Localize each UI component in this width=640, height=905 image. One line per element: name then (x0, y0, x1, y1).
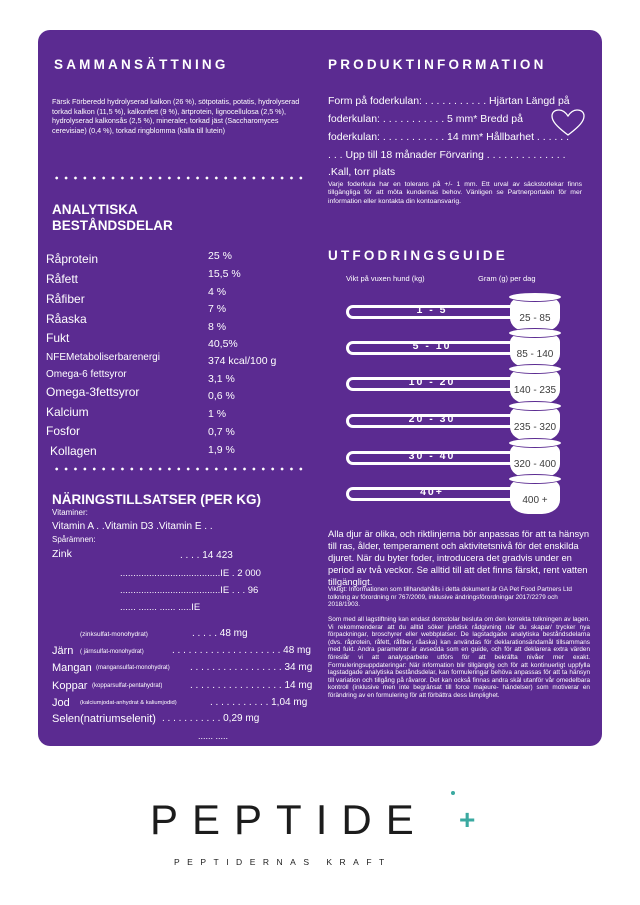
analytical-value: 7 % (208, 303, 227, 315)
bowl-icon: 140 - 235 (510, 370, 560, 404)
bowl-icon: 235 - 320 (510, 407, 560, 441)
logo-accent-dot (451, 791, 455, 795)
logo-plus-icon: + (459, 804, 476, 835)
bowl-icon: 25 - 85 (510, 298, 560, 332)
product-info-line: foderkulan: . . . . . . . . . . . 14 mm* Hållbarhet . . . . . . (328, 131, 570, 143)
zink-dots: . . . . 14 423 (180, 550, 233, 561)
feeding-weight-pill: 10 - 20 (346, 377, 518, 391)
analytical-label: Fosfor (46, 424, 81, 438)
bowl-icon: 320 - 400 (510, 444, 560, 478)
manganese-amount: . . . . . . . . . . . . . . . . . 34 mg (190, 662, 313, 673)
heart-icon (550, 108, 586, 143)
vitamin-d3-value: ......................................IE . . . 96 (120, 585, 259, 596)
trailing-dots: ...... ..... (198, 731, 229, 741)
analytical-value: 40,5% (208, 338, 238, 350)
analytical-value: 1,9 % (208, 444, 235, 456)
bowl-icon: 85 - 140 (510, 334, 560, 368)
dotted-divider (52, 467, 307, 471)
analytical-value: 3,1 % (208, 373, 235, 385)
selenium-label: Selen(natriumselenit) (52, 713, 156, 725)
product-tolerance-note: Varje foderkula har en tolerans på +/- 1 mm. Ett urval av säckstorlekar finns tillgängliga för att möta kundernas behov. Vänligen se Partnerportalen för mer information eller kontakta din kontoansvarig. (328, 181, 582, 205)
zink-label: Zink (52, 548, 72, 560)
feeding-grams-column: Gram (g) per dag (478, 274, 536, 283)
feeding-weight-pill: 40+ (346, 487, 518, 501)
legal-note-2: Som med all lagstiftning kan endast domstolar besluta om den korrekta tolkningen av lagen. Vi rekommenderar att du alltid söker juridisk rådgivning när du skapar/ trycker nya förpackningar, broschyrer eller webbplatser. De lagstadgade analytiska beståndsdelarna (dvs. råprotein, råfett, råfiber, råaska) kan användas för deklarationsändamål tillsammans med fukt. Andra parametrar är avsedda som en guide, och för att deklarera extra värden föreslår vi att analysparbete utförs för att bekräfta nivåer mer exakt. Formuleringsuppdateringar: När information blir tillgänglig och för att kontinuerligt uppfylla lagstadgade analytiska beståndsdelar, kan formuleringar behöva anpassas för att ta hänsyn till variation och tillgång på råvaror. Det kan också finnas andra skäl utanför vår omedelbara kontroll (inklusive men inte begränsat till force majeure- händelser) som motiverar en förändring av en formulering för att förbättra dess lämplighet. (328, 616, 590, 699)
analytical-label: Råfiber (46, 292, 85, 306)
analytical-label: Råprotein (46, 252, 99, 266)
dotted-divider (52, 176, 307, 180)
product-info-line: . . . Upp till 18 månader Förvaring . . . . . . . . . . . . . . (328, 149, 566, 161)
composition-text: Färsk Förberedd hydrolyserad kalkon (26 %), sötpotatis, potatis, hydrolyserad torkad kalkon (11,5 %), kalkonfett (9 %), ärtprotein, lignocellulosa (2,5 %), hydrolyserad kalkonsås (2,5 %), mineraler, torkad jäst (Saccharomyces cerevisiae) (0,4 %), torkad ringblomma (källa till lutein) (52, 97, 300, 135)
peptide-logo: PEPTIDE (150, 796, 428, 843)
vitamin-e-value: ...... ....... ...... .....IE (120, 602, 201, 613)
analytical-value: 0,6 % (208, 390, 235, 402)
vitamin-a-value: ......................................IE . 2 000 (120, 568, 261, 579)
analytical-value: 4 % (208, 286, 227, 298)
composition-heading: SAMMANSÄTTNING (54, 57, 229, 72)
feeding-weight-pill: 20 - 30 (346, 414, 518, 428)
analytical-value: 8 % (208, 321, 227, 333)
copper-label: Koppar (52, 680, 88, 692)
analytical-value: 374 kcal/100 g (208, 355, 277, 367)
analytical-value: 25 % (208, 250, 232, 262)
product-info-line: .Kall, torr plats (328, 166, 396, 178)
zinc-amount: . . . . . 48 mg (192, 628, 248, 639)
analytical-label: Fukt (46, 331, 70, 345)
iodine-amount: . . . . . . . . . . . 1,04 mg (210, 697, 308, 708)
trace-elements-label: Spårämnen: (52, 535, 96, 544)
analytical-label: NFEMetaboliserbarenergi (46, 352, 160, 363)
product-info-heading: PRODUKTINFORMATION (328, 57, 547, 72)
feeding-note: Alla djur är olika, och riktlinjerna bör anpassas för att ta hänsyn till ras, ålder, temperament och aktivitetsnivå för det enskilda djuret. När du byter foder, introducera det gradvis under en period av två veckor. Se alltid till att det finns färskt, rent vatten tillgängligt. (328, 528, 590, 587)
manganese-source: (mangansulfat-monohydrat) (96, 665, 170, 671)
manganese-label: Mangan (52, 662, 92, 674)
feeding-weight-pill: 1 - 5 (346, 305, 518, 319)
vitamins-label: Vitaminer: (52, 508, 88, 517)
analytical-label: Kalcium (46, 405, 89, 419)
copper-source: (kopparsulfat-pentahydrat) (92, 683, 163, 689)
analytical-heading-line1: ANALYTISKA (52, 202, 138, 217)
additives-heading: NÄRINGSTILLSATSER (PER KG) (52, 492, 261, 507)
selenium-amount: . . . . . . . . . . . 0,29 mg (162, 713, 260, 724)
iron-amount: . . . . . . . . . . . . . . . . . . . . 48 mg (172, 645, 311, 656)
analytical-label: Råfett (46, 272, 79, 286)
feeding-weight-pill: 30 - 40 (346, 451, 518, 465)
copper-amount: . . . . . . . . . . . . . . . . . 14 mg (190, 680, 313, 691)
analytical-label: Kollagen (50, 444, 97, 458)
iron-source: ( järnsulfat-monohydrat) (80, 649, 144, 655)
bowl-icon: 400 + (510, 480, 560, 514)
logo-tagline: PEPTIDERNAS KRAFT (174, 857, 392, 867)
analytical-value: 15,5 % (208, 268, 241, 280)
analytical-value: 1 % (208, 408, 227, 420)
product-info-line: Form på foderkulan: . . . . . . . . . . . Hjärtan Längd på (328, 95, 570, 107)
legal-note-1: Viktigt: Informationen som tillhandahålls i detta dokument är GA Pet Food Partners Ltd tolkning av förordning nr 767/2009, inklusive ändringsförordningar 2017/2279 och 2018/1903. (328, 586, 572, 609)
iodine-source: (kalciumjodat-anhydrat & kaliumjodid) (80, 700, 177, 706)
analytical-value: 0,7 % (208, 426, 235, 438)
analytical-label: Råaska (46, 312, 87, 326)
vitamins-line: Vitamin A . .Vitamin D3 .Vitamin E . . (52, 521, 213, 532)
analytical-heading-line2: BESTÅNDSDELAR (52, 218, 173, 233)
iron-label: Järn (52, 645, 74, 657)
iodine-label: Jod (52, 697, 70, 709)
analytical-label: Omega-3fettsyror (46, 385, 140, 399)
product-info-line: foderkulan: . . . . . . . . . . . 5 mm* Bredd på (328, 113, 523, 125)
zinc-source: (zinksulfat-monohydrat) (80, 631, 148, 638)
feeding-guide-heading: UTFODRINGSGUIDE (328, 248, 509, 263)
analytical-label: Omega-6 fettsyror (46, 369, 127, 380)
feeding-weight-column: Vikt på vuxen hund (kg) (346, 274, 425, 283)
feeding-weight-pill: 5 - 10 (346, 341, 518, 355)
